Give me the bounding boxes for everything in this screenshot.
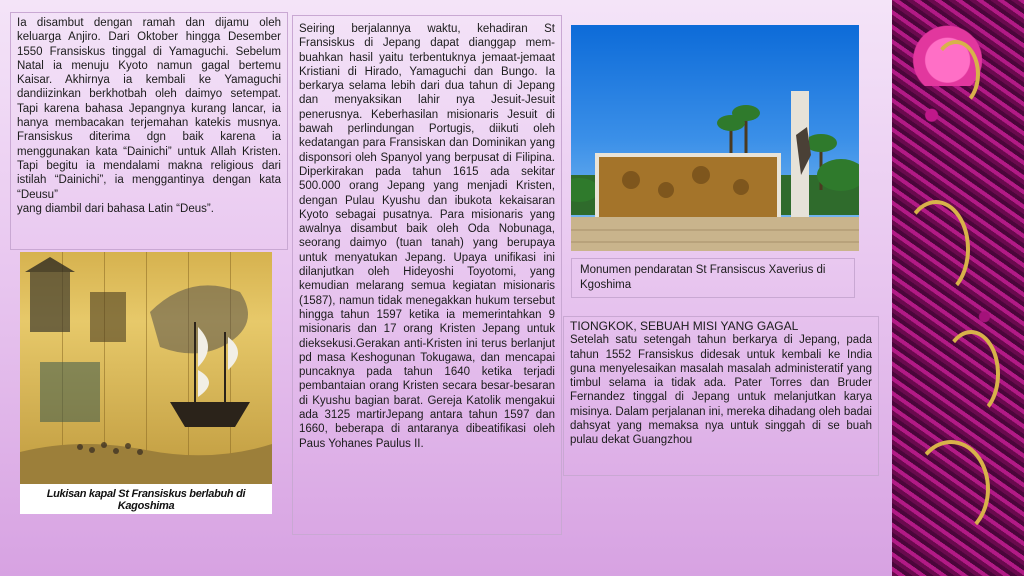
ribbon-curl-icon bbox=[942, 330, 1000, 418]
middle-text-box bbox=[292, 15, 562, 535]
painting-figure bbox=[20, 252, 272, 514]
monument-caption: Monumen pendaratan St Fransiscus Xaverius di Kgoshima bbox=[571, 258, 855, 298]
ribbon-curl-icon bbox=[912, 440, 990, 538]
ribbon-curl-icon bbox=[932, 40, 980, 108]
monument-scene-icon bbox=[571, 25, 859, 251]
ribbon-curl-icon bbox=[902, 200, 970, 298]
left-paragraph-1: Ia disambut dengan ramah dan dijamu oleh keluarga Anjiro. Dari Oktober hingga Desember 1550 Fransiskus tinggal di Yamaguchi. Sebelum Natal ia menuju Kyoto namun gagal bertemu Kaisar. Akhirnya ia kembali ke Yamaguchi dandiizinkan berkhotbah oleh daimyo setempat. Tapi karena bahasa Jepangnya kurang lancar, ia hanya membacakan terjemahan katekis musnya. Fransiskus diterima dgn baik karena ia menggunakan kata “Dainichi” untuk Allah Kristen. Tapi begitu ia mendalami makna religious dari istilah “Dainichi”, ia menggantinya dengan kata “Deusu” bbox=[17, 17, 281, 201]
right-text-box bbox=[563, 316, 879, 476]
left-text-box bbox=[10, 12, 288, 250]
middle-paragraph: Seiring berjalannya waktu, kehadiran St Fransiskus di Jepang dapat dianggap mem-buahkan hasil yaitu terbentuknya jemaat-jemaat Kristiani di Hirado, Yamaguchi dan Bungo. Ia berkarya selama lebih dari dua tahun di Jepang dan menyaksikan lahir nya Jesuit-Jesuit penerusnya. Keberhasilan misionaris Jesuit di bawah perlindungan Portugis, diikuti oleh kedatangan para Fransiskan dan Dominikan yang disponsori oleh Spanyol yang berpusat di Filipina. Diperkirakan pada tahun 1615 ada sekitar 500.000 orang Jepang yang menjadi Kristen, dengan Pulau Kyushu dan ibukota kekaisaran Kyoto sebagai pusatnya. Para misionaris yang awalnya disambut baik oleh Oda Nobunaga, seorang daimyo (tuan tanah) yang berupaya untuk menyatukan Jepang. Upaya unifikasi ini dilanjutkan oleh Hideyoshi Toyotomi, yang kemudian melarang semua kegiatan misionaris (1587), namun tidak menegakkan hukum tersebut hingga tahun 1597 ketika ia memerintahkan 9 misionaris dan 17 orang Kristen Jepang untuk dieksekusi.Gerakan anti-Kristen ini terus berlanjut pd masa Keshogunan Tokugawa, dan mencapai puncaknya pada tahun 1640 ketika terjadi pembantaian orang Kristen secara besar-besaran di Kyushu bagian barat. Gereja Katolik mengakui ada 3125 martirJepang antara tahun 1597 dan 1660, beberapa di antaranya dibeatifikasi oleh Paus Yohanes Paulus II. bbox=[299, 23, 555, 450]
ship-painting-image bbox=[20, 252, 272, 484]
section-heading: TIONGKOK, SEBUAH MISI YANG GAGAL bbox=[570, 319, 799, 333]
left-paragraph-2: yang diambil dari bahasa Latin “Deus”. bbox=[17, 202, 214, 215]
party-streamers-icon bbox=[892, 0, 1024, 576]
right-paragraph: Setelah satu setengah tahun berkarya di Jepang, pada tahun 1552 Fransiskus didesak untuk kembali ke India guna menyelesaikan masalah masalah administeratif yang timbul selama ia tidak ada. Pater Torres dan Bruder Fernandez tinggal di Jepang untuk melanjutkan karya misinya. Dalam perjalanan ini, mereka dihadang oleh badai dahsyat yang memaksa nya untuk singgah di se buah pulau dekat Guangzhou bbox=[570, 334, 872, 447]
ship-scene-icon bbox=[20, 252, 272, 484]
monument-photo-image bbox=[571, 25, 859, 251]
painting-caption: Lukisan kapal St Fransiskus berlabuh di Kagoshima bbox=[46, 488, 246, 512]
